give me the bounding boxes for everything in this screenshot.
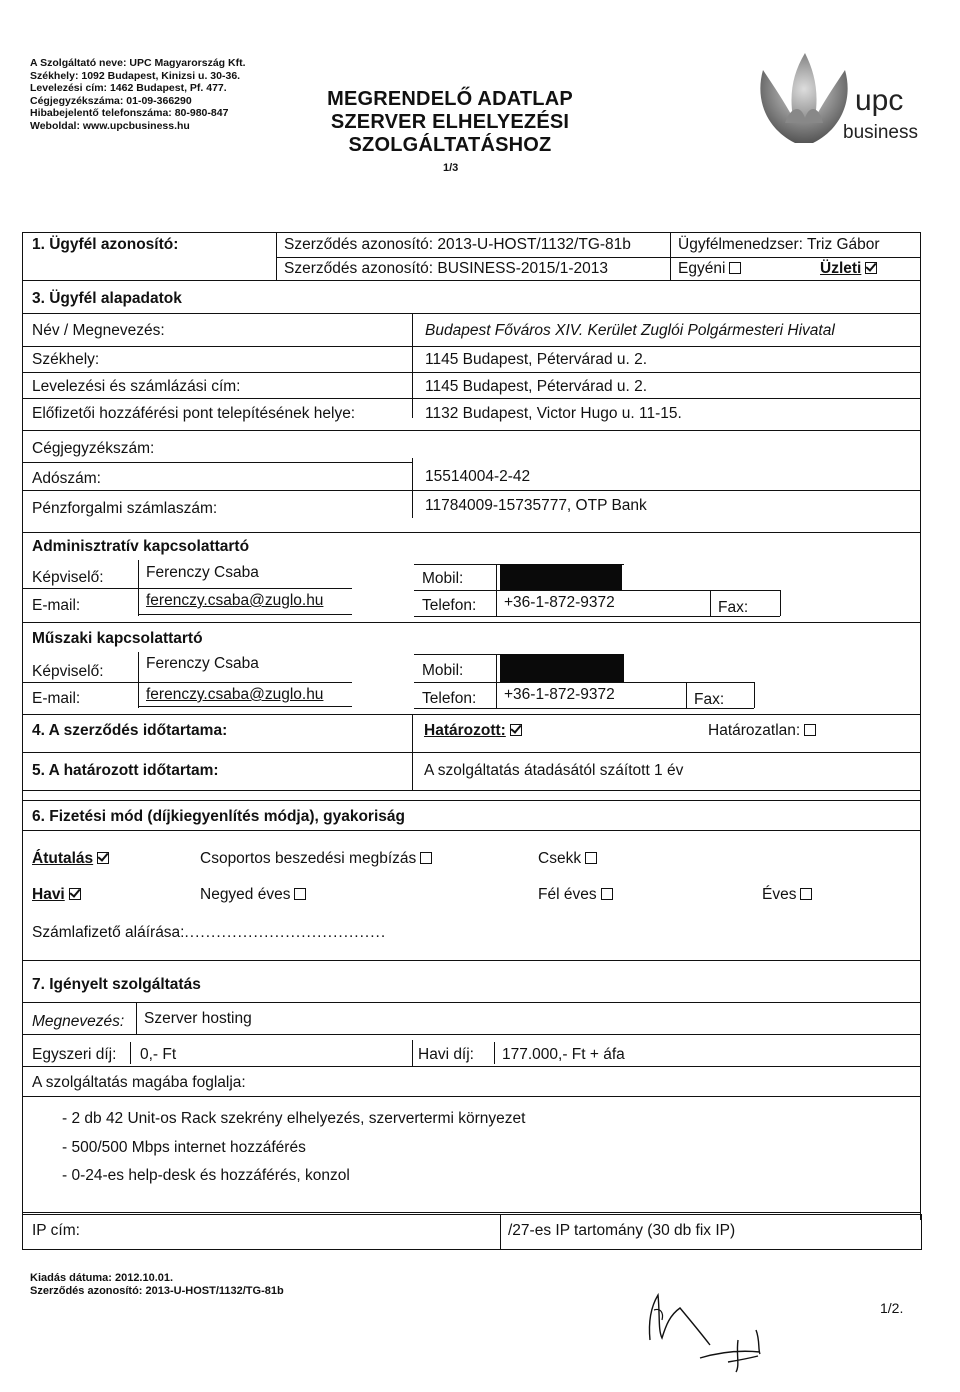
field-billing-label: Levelezési és számlázási cím:: [32, 378, 241, 395]
fixed-checkbox[interactable]: [510, 724, 522, 736]
transfer-checkbox[interactable]: [97, 852, 109, 864]
includes-label: A szolgáltatás magába foglalja:: [32, 1074, 246, 1091]
account-manager: Ügyfélmenedzser: Triz Gábor: [678, 236, 880, 253]
individual-checkbox[interactable]: [729, 262, 741, 274]
freq-quarterly: Negyed éves: [200, 886, 306, 904]
payment-cheque: Csekk: [538, 850, 597, 868]
duration-fixed: Határozott:: [424, 722, 522, 740]
tech-contact-heading: Műszaki kapcsolattartó: [32, 630, 203, 647]
admin-phone-label: Telefon:: [422, 597, 477, 614]
admin-contact-heading: Adminisztratív kapcsolattartó: [32, 538, 250, 555]
field-bank-label: Pénzforgalmi számlaszám:: [32, 500, 218, 517]
tech-phone-value: +36-1-872-9372: [504, 686, 615, 703]
provider-fault-phone: Hibabejelentő telefonszáma: 80-980-847: [30, 107, 229, 120]
service-name-label: Megnevezés:: [32, 1013, 125, 1030]
section-basic-heading: 3. Ügyfél alapadatok: [32, 290, 182, 307]
logo-brand: upc: [855, 84, 904, 117]
service-item-helpdesk: - 0-24-es help-desk és hozzáférés, konzol: [62, 1167, 350, 1184]
tech-mobile-redacted: [500, 654, 624, 682]
group-checkbox[interactable]: [420, 852, 432, 864]
onetime-fee-label: Egyszeri díj:: [32, 1046, 117, 1063]
provider-website: Weboldal: www.upcbusiness.hu: [30, 119, 190, 132]
tech-email-label: E-mail:: [32, 690, 81, 707]
service-item-internet: - 500/500 Mbps internet hozzáférés: [62, 1139, 306, 1156]
contract-id-1: Szerződés azonosító: 2013-U-HOST/1132/TG-81b: [284, 236, 631, 253]
ip-label: IP cím:: [32, 1222, 80, 1239]
issue-date: Kiadás dátuma: 2012.10.01.: [30, 1272, 174, 1284]
upc-business-logo: [745, 48, 925, 158]
logo-sub: business: [843, 122, 918, 143]
field-seat-label: Székhely:: [32, 351, 100, 368]
field-install-label: Előfizetői hozzáférési pont telepítésének helye:: [32, 405, 356, 422]
admin-rep-label: Képviselő:: [32, 569, 104, 586]
admin-email-link[interactable]: ferenczy.csaba@zuglo.hu: [146, 592, 324, 609]
footer-page-number: 1/2.: [880, 1300, 904, 1316]
admin-mobile-label: Mobil:: [422, 570, 464, 587]
duration-indefinite: Határozatlan:: [708, 722, 816, 740]
freq-monthly: Havi: [32, 886, 81, 904]
admin-rep-value: Ferenczy Csaba: [146, 564, 259, 581]
onetime-fee-value: 0,- Ft: [140, 1046, 177, 1063]
provider-registry: Cégjegyzékszáma: 01-09-366290: [30, 94, 192, 107]
indefinite-checkbox[interactable]: [804, 724, 816, 736]
service-item-rack: - 2 db 42 Unit-os Rack szekrény elhelyezés, szervertermi környezet: [62, 1110, 526, 1127]
type-individual: Egyéni: [678, 260, 741, 278]
duration-label: 4. A szerződés időtartama:: [32, 722, 228, 739]
cheque-checkbox[interactable]: [585, 852, 597, 864]
field-registry-label: Cégjegyzékszám:: [32, 440, 155, 457]
fixed-term-value: A szolgáltatás átadásától száított 1 év: [424, 762, 684, 779]
upc-flower-icon: [745, 48, 925, 158]
tech-email-link[interactable]: ferenczy.csaba@zuglo.hu: [146, 686, 324, 703]
type-business: Üzleti: [820, 260, 877, 278]
tech-rep-value: Ferenczy Csaba: [146, 655, 259, 672]
tech-fax-label: Fax:: [694, 691, 725, 708]
half-checkbox[interactable]: [601, 888, 613, 900]
provider-info: [30, 57, 245, 133]
field-tax-value: 15514004-2-42: [425, 468, 531, 485]
field-bank-value: 11784009-15735777, OTP Bank: [425, 497, 647, 514]
tech-mobile-label: Mobil:: [422, 662, 464, 679]
admin-fax-label: Fax:: [718, 599, 749, 616]
admin-phone-value: +36-1-872-9372: [504, 594, 615, 611]
fixed-term-label: 5. A határozott időtartam:: [32, 762, 219, 779]
payer-signature: Számlafizető aláírása:......................................: [32, 924, 387, 941]
signature-initials: [640, 1280, 800, 1380]
monthly-checkbox[interactable]: [69, 888, 81, 900]
footer-contract-id: Szerződés azonosító: 2013-U-HOST/1132/TG-81b: [30, 1285, 284, 1297]
yearly-checkbox[interactable]: [800, 888, 812, 900]
admin-mobile-redacted: [500, 564, 622, 590]
contract-id-2: Szerződés azonosító: BUSINESS-2015/1-2013: [284, 260, 608, 277]
field-billing-value: 1145 Budapest, Pétervárad u. 2.: [425, 378, 648, 395]
freq-half: Fél éves: [538, 886, 613, 904]
field-name-label: Név / Megnevezés:: [32, 322, 165, 339]
provider-seat: Székhely: 1092 Budapest, Kinizsi u. 30-36.: [30, 69, 241, 82]
monthly-fee-label: Havi díj:: [418, 1046, 474, 1063]
monthly-fee-value: 177.000,- Ft + áfa: [502, 1046, 625, 1063]
service-name-value: Szerver hosting: [144, 1010, 252, 1027]
freq-yearly: Éves: [762, 886, 812, 904]
payment-heading: 6. Fizetési mód (díjkiegyenlítés módja), gyakoriság: [32, 808, 405, 825]
field-seat-value: 1145 Budapest, Pétervárad u. 2.: [425, 351, 648, 368]
field-tax-label: Adószám:: [32, 470, 101, 487]
quarterly-checkbox[interactable]: [294, 888, 306, 900]
tech-rep-label: Képviselő:: [32, 663, 104, 680]
page-indicator: 1/3: [443, 162, 459, 174]
field-install-value: 1132 Budapest, Victor Hugo u. 11-15.: [425, 405, 682, 422]
provider-mail-address: Levelezési cím: 1462 Budapest, Pf. 477.: [30, 82, 227, 95]
payment-group: Csoportos beszedési megbízás: [200, 850, 432, 868]
ip-value: /27-es IP tartomány (30 db fix IP): [508, 1222, 736, 1239]
client-id-label: 1. Ügyfél azonosító:: [32, 236, 179, 253]
footer-info: [30, 1272, 284, 1298]
provider-name: A Szolgáltató neve: UPC Magyarország Kft.: [30, 57, 246, 69]
business-checkbox[interactable]: [865, 262, 877, 274]
tech-phone-label: Telefon:: [422, 690, 477, 707]
field-name-value: Budapest Főváros XIV. Kerület Zuglói Polgármesteri Hivatal: [425, 322, 835, 339]
service-heading: 7. Igényelt szolgáltatás: [32, 976, 201, 993]
admin-email-label: E-mail:: [32, 597, 81, 614]
payment-transfer: Átutalás: [32, 850, 109, 868]
document-title: MEGRENDELŐ ADATLAP SZERVER ELHELYEZÉSI SZOLGÁLTATÁSHOZ: [327, 88, 573, 156]
